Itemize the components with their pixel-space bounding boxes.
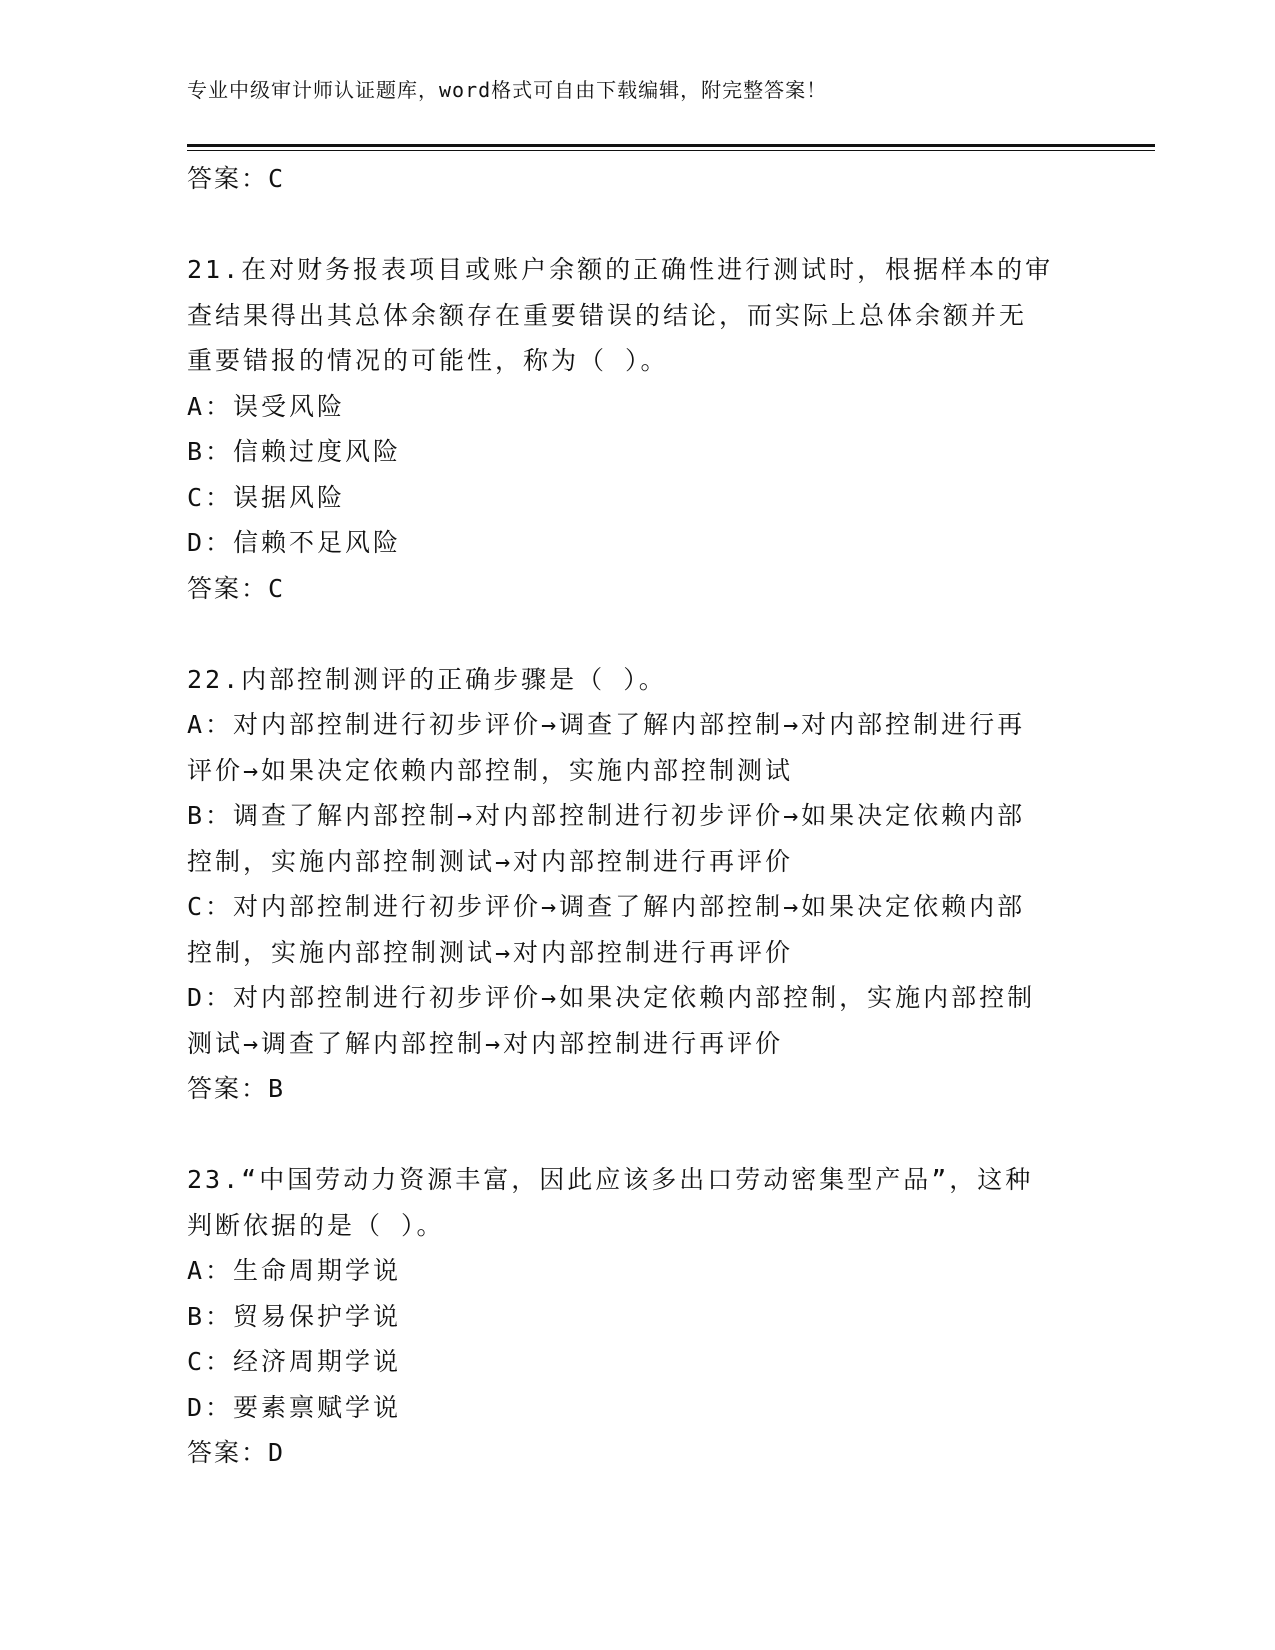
option-c: C：对内部控制进行初步评价→调查了解内部控制→如果决定依赖内部 bbox=[187, 892, 1026, 921]
header-rule-thin bbox=[187, 150, 1155, 151]
spacer bbox=[187, 1112, 1087, 1158]
answer-line: 答案：B bbox=[187, 1074, 286, 1103]
option-a: A：生命周期学说 bbox=[187, 1256, 402, 1285]
option-b: B：贸易保护学说 bbox=[187, 1301, 402, 1331]
question-stem: 22.内部控制测评的正确步骤是（ ）。 bbox=[187, 664, 667, 694]
header-rule-thick bbox=[187, 144, 1155, 147]
option-c: C：经济周期学说 bbox=[187, 1347, 402, 1376]
question-block bbox=[187, 247, 1087, 611]
option-a-continued: 评价→如果决定依赖内部控制，实施内部控制测试 bbox=[187, 755, 794, 785]
option-c-continued: 控制，实施内部控制测试→对内部控制进行再评价 bbox=[187, 937, 794, 967]
option-d: D：对内部控制进行初步评价→如果决定依赖内部控制，实施内部控制 bbox=[187, 983, 1036, 1012]
question-stem: 重要错报的情况的可能性，称为（ ）。 bbox=[187, 346, 669, 375]
question-block bbox=[187, 657, 1087, 1112]
option-d: D：要素禀赋学说 bbox=[187, 1392, 402, 1422]
answer-line: 答案：D bbox=[187, 1438, 286, 1467]
option-b: B：信赖过度风险 bbox=[187, 437, 402, 466]
option-b: B：调查了解内部控制→对内部控制进行初步评价→如果决定依赖内部 bbox=[187, 801, 1026, 830]
question-stem: 判断依据的是（ ）。 bbox=[187, 1210, 445, 1240]
option-b-continued: 控制，实施内部控制测试→对内部控制进行再评价 bbox=[187, 846, 794, 876]
question-stem: 21.在对财务报表项目或账户余额的正确性进行测试时，根据样本的审 bbox=[187, 255, 1054, 284]
option-c: C：误据风险 bbox=[187, 482, 346, 512]
question-stem: 23.“中国劳动力资源丰富，因此应该多出口劳动密集型产品”，这种 bbox=[187, 1165, 1034, 1194]
spacer bbox=[187, 611, 1087, 657]
question-stem: 查结果得出其总体余额存在重要错误的结论，而实际上总体余额并无 bbox=[187, 300, 1028, 330]
option-a: A：误受风险 bbox=[187, 391, 346, 421]
answer-line: 答案：C bbox=[187, 164, 286, 193]
spacer bbox=[187, 202, 1087, 248]
option-d-continued: 测试→调查了解内部控制→对内部控制进行再评价 bbox=[187, 1028, 784, 1058]
document-body bbox=[187, 156, 1087, 1476]
question-block bbox=[187, 1157, 1087, 1476]
answer-line: 答案：C bbox=[187, 573, 286, 603]
page-header: 专业中级审计师认证题库，word格式可自由下载编辑，附完整答案！ bbox=[187, 78, 828, 102]
option-d: D：信赖不足风险 bbox=[187, 528, 402, 557]
option-a: A：对内部控制进行初步评价→调查了解内部控制→对内部控制进行再 bbox=[187, 710, 1026, 739]
